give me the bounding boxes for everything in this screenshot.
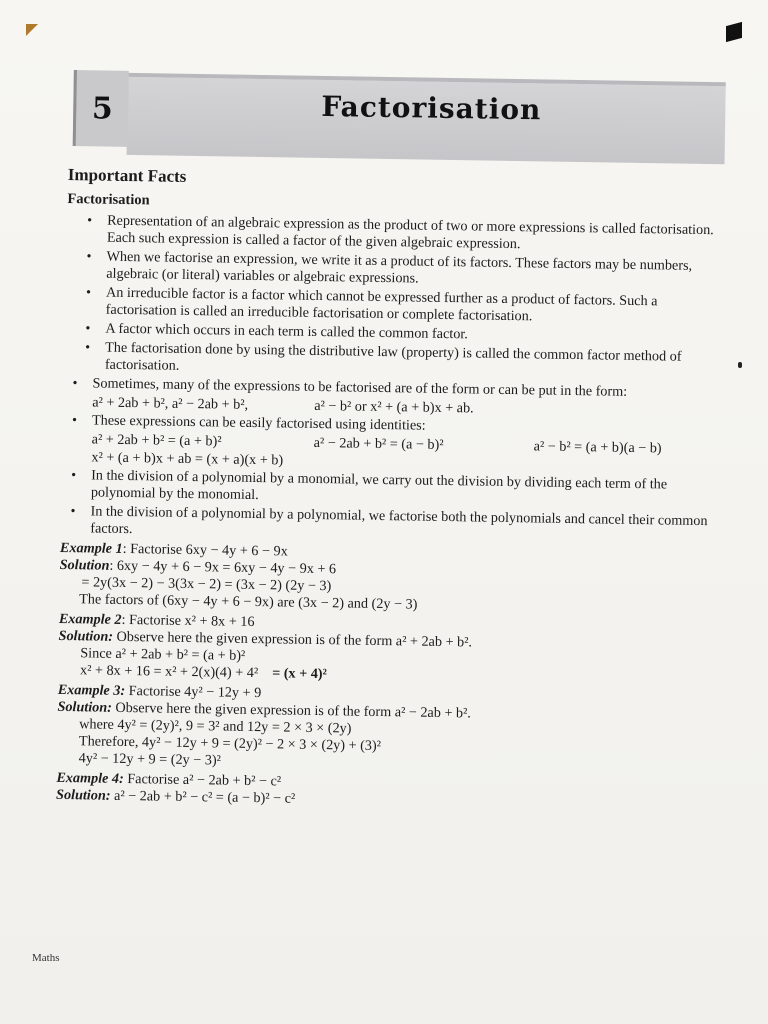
example-3 [57, 682, 708, 777]
example-task: Factorise 4y² − 12y + 9 [125, 682, 262, 702]
form-a: a² + 2ab + b², a² − 2ab + b², [92, 394, 249, 413]
solution-label: Solution: [57, 698, 113, 716]
chapter-title: Factorisation [321, 89, 542, 127]
solution-line: where 4y² = (2y)², 9 = 3² and 12y = 2 × 3 × (2y) [79, 716, 352, 737]
example-2 [58, 611, 709, 689]
solution-line: Since a² + 2ab + b² = (a + b)² [80, 645, 246, 664]
example-task: : Factorise 6xy − 4y + 6 − 9x [122, 540, 288, 560]
solution-line: x² + 8x + 16 = x² + 2(x)(4) + 4² [79, 662, 259, 682]
example-label: Example 3: [57, 681, 126, 699]
solution-line: = 2y(3x − 2) − 3(3x − 2) = (3x − 2) (2y − 3) [81, 574, 332, 595]
fact-item: • Representation of an algebraic expression as the product of two or more expressions is called factorisation. Each such expression is called a factor of the given algebraic expression. [65, 212, 715, 256]
solution-label: Solution [59, 556, 110, 574]
chapter-number: 5 [91, 90, 114, 127]
example-1 [59, 540, 710, 618]
form-b: a² − b² or x² + (a + b)x + ab. [314, 397, 474, 417]
example-task: Factorise a² − 2ab + b² − c² [123, 770, 282, 790]
solution-line: Observe here the given expression is of the form a² − 2ab + b². [111, 699, 471, 722]
margin-dot [738, 362, 742, 368]
fact-item: • An irreducible factor is a factor which cannot be expressed further as a product of factors. Such a factorisation is called an irreducible factorisation or complete factorisation. [64, 284, 714, 328]
solution-result: = (x + 4)² [272, 665, 327, 683]
solution-line: Therefore, 4y² − 12y + 9 = (2y)² − 2 × 3 × (2y) + (3)² [78, 733, 382, 755]
example-4 [56, 770, 706, 814]
chapter-header [73, 64, 726, 160]
identity-1: a² + 2ab + b² = (a + b)² [91, 431, 222, 450]
solution-line: 4y² − 12y + 9 = (2y − 3)² [78, 750, 221, 769]
chapter-number-box [73, 70, 129, 147]
example-label: Example 4: [56, 769, 124, 787]
facts-list-tail [60, 467, 711, 547]
solution-line: : 6xy − 4y + 6 − 9x = 6xy − 4y − 9x + 6 [109, 557, 337, 578]
corner-mark-icon [26, 24, 38, 36]
page-content [56, 166, 716, 814]
solution-line: The factors of (6xy − 4y + 6 − 9x) are (3x − 2) and (2y − 3) [79, 591, 418, 613]
fact-item: • In the division of a polynomial by a polynomial, we factorise both the polynomials and cancel their common factors. [60, 503, 710, 547]
solution-line: a² − 2ab + b² − c² = (a − b)² − c² [110, 787, 296, 807]
page-footer: Maths [32, 952, 60, 964]
identity-3: a² − b² = (a + b)(a − b) [533, 438, 662, 457]
fact-item: • The factorisation done by using the distributive law (property) is called the common factor method of factorisation. [63, 339, 713, 383]
fact-item: • Sometimes, many of the expressions to be factorised are of the form or can be put in the form: [62, 375, 712, 402]
corner-tab-icon [726, 22, 742, 42]
subsection-heading: Factorisation [67, 191, 150, 209]
fact-item: • In the division of a polynomial by a monomial, we carry out the division by dividing each term of the polynomial by the monomial. [61, 467, 711, 511]
fact-item: • These expressions can be easily factorised using identities: [62, 412, 712, 439]
solution-line: Observe here the given expression is of the form a² + 2ab + b². [112, 628, 473, 651]
identity-4: x² + (a + b)x + ab = (x + a)(x + b) [91, 449, 284, 469]
identity-2: a² − 2ab + b² = (a − b)² [313, 434, 444, 453]
facts-list [62, 212, 715, 402]
fact-item: • When we factorise an expression, we write it as a product of its factors. These factors may be numbers, algebraic (or literal) variables or algebraic expressions. [64, 248, 714, 292]
example-task: : Factorise x² + 8x + 16 [121, 611, 255, 631]
fact-item: • A factor which occurs in each term is called the common factor. [63, 320, 713, 347]
example-label: Example 2 [58, 610, 122, 628]
section-heading: Important Facts [67, 165, 187, 186]
example-label: Example 1 [59, 539, 123, 557]
solution-label: Solution: [58, 627, 114, 645]
solution-label: Solution: [55, 786, 111, 804]
